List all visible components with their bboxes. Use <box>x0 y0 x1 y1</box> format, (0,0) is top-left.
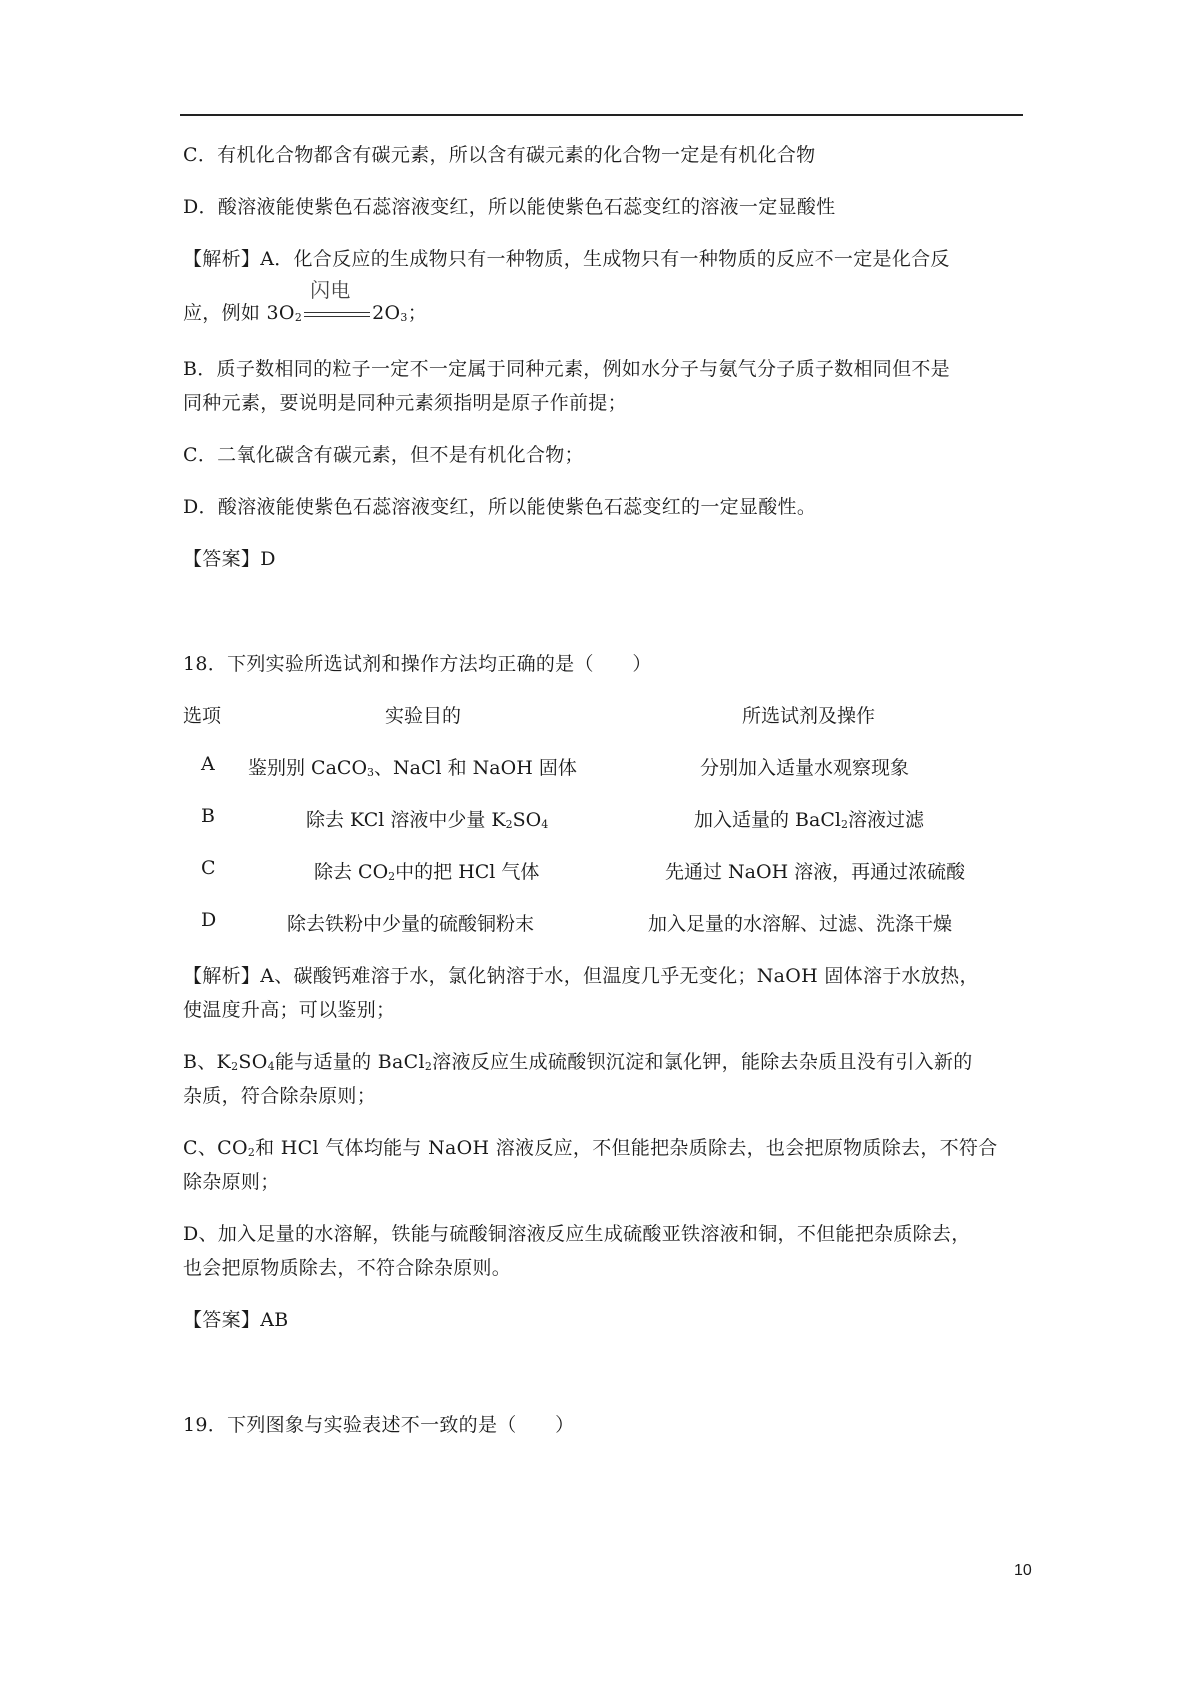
analysis-18-a-line2: 使温度升高；可以鉴别； <box>183 999 396 1021</box>
analysis-18-c-line2: 除杂原则； <box>183 1171 280 1193</box>
question-19: 19．下列图象与实验表述不一致的是（ ） <box>183 1414 575 1436</box>
text-run: 能与适量的 BaCl <box>274 1051 425 1073</box>
reaction-arrow <box>302 280 372 324</box>
analysis-18-a-line1: 【解析】A、碳酸钙难溶于水，氯化钠溶于水，但温度几乎无变化；NaOH 固体溶于水放热， <box>183 965 979 987</box>
subscript: 2 <box>840 818 848 831</box>
semicolon: ； <box>407 302 428 324</box>
table-row-operation: 先通过 NaOH 溶液，再通过浓硫酸 <box>665 861 966 883</box>
text-run: SO <box>238 1051 268 1073</box>
cell-text: SO <box>512 809 542 831</box>
subscript: 2 <box>247 1146 256 1159</box>
option-d-text: D．酸溶液能使紫色石蕊溶液变红，所以能使紫色石蕊变红的溶液一定显酸性 <box>183 196 836 218</box>
cell-text: 、NaCl 和 NaOH 固体 <box>374 757 577 779</box>
cell-text: 鉴别别 CaCO <box>248 757 368 779</box>
table-row-operation <box>694 805 924 832</box>
table-row-goal <box>306 805 548 832</box>
cell-text: 加入适量的 BaCl <box>694 809 841 831</box>
subscript: 2 <box>424 1060 433 1073</box>
answer-18: 【答案】AB <box>183 1309 289 1331</box>
table-header-option: 选项 <box>183 705 222 727</box>
cell-text: 除去 KCl 溶液中少量 K <box>306 809 506 831</box>
analysis-18-b-line2: 杂质，符合除杂原则； <box>183 1085 377 1107</box>
analysis-b-line2: 同种元素，要说明是同种元素须指明是原子作前提； <box>183 392 627 414</box>
table-header-goal: 实验目的 <box>385 705 462 727</box>
analysis-18-c-line1 <box>183 1133 998 1160</box>
analysis-18-d-line1: D、加入足量的水溶解，铁能与硫酸铜溶液反应生成硫酸亚铁溶液和铜，不但能把杂质除去， <box>183 1223 971 1245</box>
analysis-d: D．酸溶液能使紫色石蕊溶液变红，所以能使紫色石蕊变红的一定显酸性。 <box>183 496 817 518</box>
analysis-c: C．二氧化碳含有碳元素，但不是有机化合物； <box>183 444 584 466</box>
subscript: 3 <box>367 766 375 779</box>
cell-text: 除去 CO <box>314 861 389 883</box>
text-run: B、K <box>183 1051 232 1073</box>
subscript: 3 <box>400 311 408 324</box>
analysis-paragraph: 【解析】A．化合反应的生成物只有一种物质，生成物只有一种物质的反应不一定是化合反 <box>183 248 950 270</box>
cell-text: 溶液过滤 <box>847 809 924 831</box>
reaction-condition: 闪电 <box>310 280 351 302</box>
subscript: 4 <box>267 1060 275 1073</box>
table-row-option: D <box>201 909 217 931</box>
equation-product: 2O <box>372 302 401 324</box>
table-row-option: C <box>201 857 216 879</box>
table-header-operation: 所选试剂及操作 <box>742 705 876 727</box>
subscript: 2 <box>388 870 396 883</box>
table-row-operation: 加入足量的水溶解、过滤、洗涤干燥 <box>648 913 953 935</box>
table-row-option: A <box>201 753 215 775</box>
option-c-text: C．有机化合物都含有碳元素，所以含有碳元素的化合物一定是有机化合物 <box>183 144 816 166</box>
answer-17: 【答案】D <box>183 548 276 570</box>
header-rule <box>180 114 1023 116</box>
page-number: 10 <box>1014 1562 1032 1579</box>
table-row-goal <box>314 857 539 884</box>
analysis-b-line1: B．质子数相同的粒子一定不一定属于同种元素，例如水分子与氨气分子质子数相同但不是 <box>183 358 950 380</box>
ozone-equation <box>183 280 428 325</box>
table-row-goal: 除去铁粉中少量的硫酸铜粉末 <box>287 913 535 935</box>
subscript: 2 <box>505 818 513 831</box>
table-row-operation: 分别加入适量水观察现象 <box>700 757 910 779</box>
text-run: C、CO <box>183 1137 248 1159</box>
question-18: 18．下列实验所选试剂和操作方法均正确的是（ ） <box>183 653 652 675</box>
cell-text: 中的把 HCl 气体 <box>395 861 540 883</box>
equation-prefix: 应，例如 3O <box>183 302 295 324</box>
text-run: 溶液反应生成硫酸钡沉淀和氯化钾，能除去杂质且没有引入新的 <box>432 1051 973 1073</box>
text-run: 和 HCl 气体均能与 NaOH 溶液反应，不但能把杂质除去，也会把原物质除去，不符合 <box>255 1137 998 1159</box>
table-row-option: B <box>201 805 215 827</box>
table-row-goal <box>248 753 577 780</box>
double-bar-icon <box>304 312 370 317</box>
subscript: 2 <box>294 311 303 324</box>
analysis-18-d-line2: 也会把原物质除去，不符合除杂原则。 <box>183 1257 512 1279</box>
subscript: 4 <box>541 818 549 831</box>
subscript: 2 <box>231 1060 239 1073</box>
analysis-18-b-line1 <box>183 1047 973 1074</box>
